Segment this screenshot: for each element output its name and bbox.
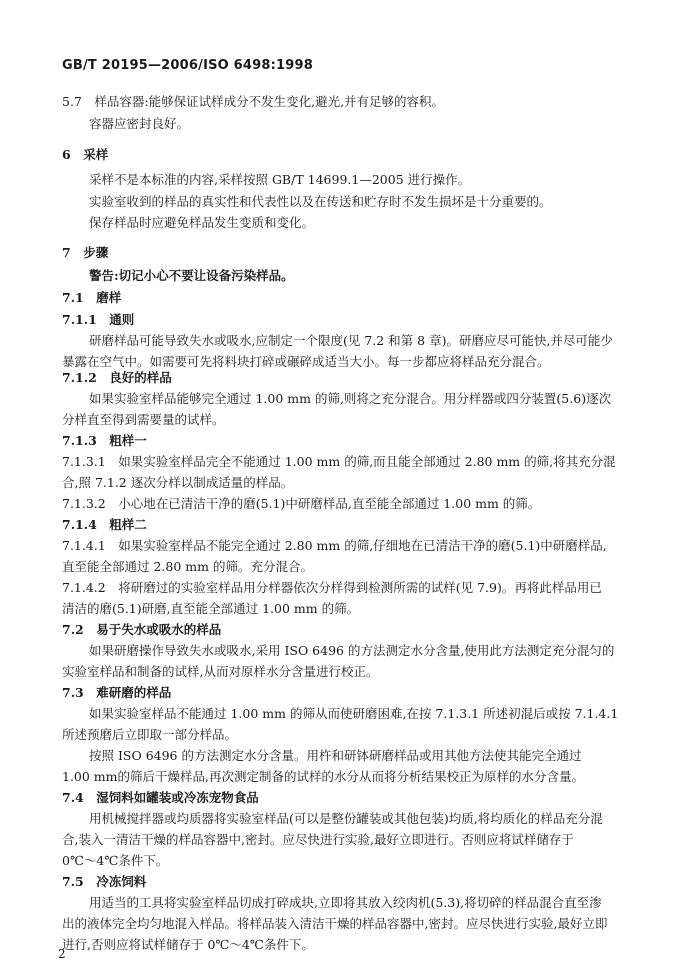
clause-7-1-heading: 7.1 磨样 [62, 290, 122, 305]
clause-7-3-line-3: 按照 ISO 6496 的方法测定水分含量。用杵和研钵研磨样品或用其他方法使其能完全通过 [89, 748, 582, 763]
clause-7-4-line-2: 合,装入一清洁干燥的样品容器中,密封。应尽快进行实验,最好立即进行。否则应将试样储存于 [62, 832, 574, 847]
clause-7-5-line-1: 用适当的工具将实验室样品切成打碎成块,立即将其放入绞肉机(5.3),将切碎的样品混合直至渗 [89, 895, 602, 910]
section-6-para-3: 保存样品时应避免样品发生变质和变化。 [89, 215, 315, 230]
clause-7-3-line-2: 所述预磨后立即取一部分样品。 [62, 727, 238, 742]
clause-7-1-3-1-line-2: 合,照 7.1.2 逐次分样以制成适量的样品。 [62, 475, 294, 490]
clause-7-1-4-2-line-2: 清洁的磨(5.1)研磨,直至能全部通过 1.00 mm 的筛。 [62, 601, 360, 616]
clause-7-1-4-2-line-1: 7.1.4.2 将研磨过的实验室样品用分样器依次分样得到检测所需的试样(见 7.9)。再将此样品用已 [62, 580, 602, 595]
standard-header: GB/T 20195—2006/ISO 6498:1998 [62, 58, 314, 73]
clause-7-5-line-2: 出的液体完全均匀地混入样品。将样品装入清洁干燥的样品容器中,密封。应尽快进行实验,最好立即 [62, 916, 608, 931]
clause-7-1-2-line-1: 如果实验室样品能够完全通过 1.00 mm 的筛,则将之充分混合。用分样器或四分装置(5.6)逐次 [89, 391, 612, 406]
warning-line: 警告:切记小心不要让设备污染样品。 [89, 268, 294, 283]
clause-5-7-line-2: 容器应密封良好。 [89, 116, 190, 131]
clause-7-3-heading: 7.3 难研磨的样品 [62, 685, 172, 700]
clause-7-1-3-2-line: 7.1.3.2 小心地在已清洁干净的磨(5.1)中研磨样品,直至能全部通过 1.00 mm 的筛。 [62, 496, 541, 511]
clause-7-4-heading: 7.4 湿饲料如罐装或冷冻宠物食品 [62, 790, 259, 805]
clause-7-4-line-3: 0℃～4℃条件下。 [62, 853, 169, 868]
clause-7-1-1-heading: 7.1.1 通则 [62, 312, 135, 327]
section-6-para-2: 实验室收到的样品的真实性和代表性以及在传送和贮存时不发生损坏是十分重要的。 [89, 194, 552, 209]
section-7-heading: 7 步骤 [62, 245, 109, 260]
clause-7-2-line-2: 实验室样品和制备的试样,从而对原样水分含量进行校正。 [62, 664, 379, 679]
clause-7-2-heading: 7.2 易于失水或吸水的样品 [62, 622, 222, 637]
page-number: 2 [58, 947, 66, 961]
clause-7-1-4-1-line-1: 7.1.4.1 如果实验室样品不能完全通过 2.80 mm 的筛,仔细地在已清洁干净的磨(5.1)中研磨样品, [62, 538, 607, 553]
clause-7-1-2-heading: 7.1.2 良好的样品 [62, 370, 172, 385]
section-6-heading: 6 采样 [62, 147, 109, 162]
clause-7-1-4-1-line-2: 直至能全部通过 2.80 mm 的筛。充分混合。 [62, 559, 313, 574]
clause-7-5-heading: 7.5 冷冻饲料 [62, 874, 147, 889]
section-6-para-1: 采样不是本标准的内容,采样按照 GB/T 14699.1—2005 进行操作。 [89, 172, 471, 187]
clause-7-5-line-3: 进行,否则应将试样储存于 0℃～4℃条件下。 [62, 937, 314, 952]
clause-7-1-2-line-2: 分样直至得到需要量的试样。 [62, 412, 225, 427]
clause-7-4-line-1: 用机械搅拌器或均质器将实验室样品(可以是整份罐装或其他包装)均质,将均质化的样品充分混 [89, 811, 603, 826]
clause-7-3-line-1: 如果实验室样品不能通过 1.00 mm 的筛从而使研磨困难,在按 7.1.3.1 所述初混后或按 7.1.4.1 [89, 706, 619, 721]
clause-7-1-3-heading: 7.1.3 粗样一 [62, 433, 147, 448]
clause-5-7-line-1: 5.7 样品容器:能够保证试样成分不发生变化,避光,并有足够的容积。 [62, 94, 445, 109]
clause-7-1-1-line-2: 暴露在空气中。如需要可先将料块打碎或碾碎成适当大小。每一步都应将样品充分混合。 [62, 354, 550, 369]
clause-7-2-line-1: 如果研磨操作导致失水或吸水,采用 ISO 6496 的方法测定水分含量,使用此方法测定充分混匀的 [89, 643, 615, 658]
clause-7-3-line-4: 1.00 mm的筛后干燥样品,再次测定制备的试样的水分从而将分析结果校正为原样的水分含量。 [62, 769, 584, 784]
clause-7-1-4-heading: 7.1.4 粗样二 [62, 517, 147, 532]
clause-7-1-1-line-1: 研磨样品可能导致失水或吸水,应制定一个限度(见 7.2 和第 8 章)。研磨应尽可能快,并尽可能少 [89, 333, 613, 348]
clause-7-1-3-1-line-1: 7.1.3.1 如果实验室样品完全不能通过 1.00 mm 的筛,而且能全部通过 2.80 mm 的筛,将其充分混 [62, 454, 616, 469]
